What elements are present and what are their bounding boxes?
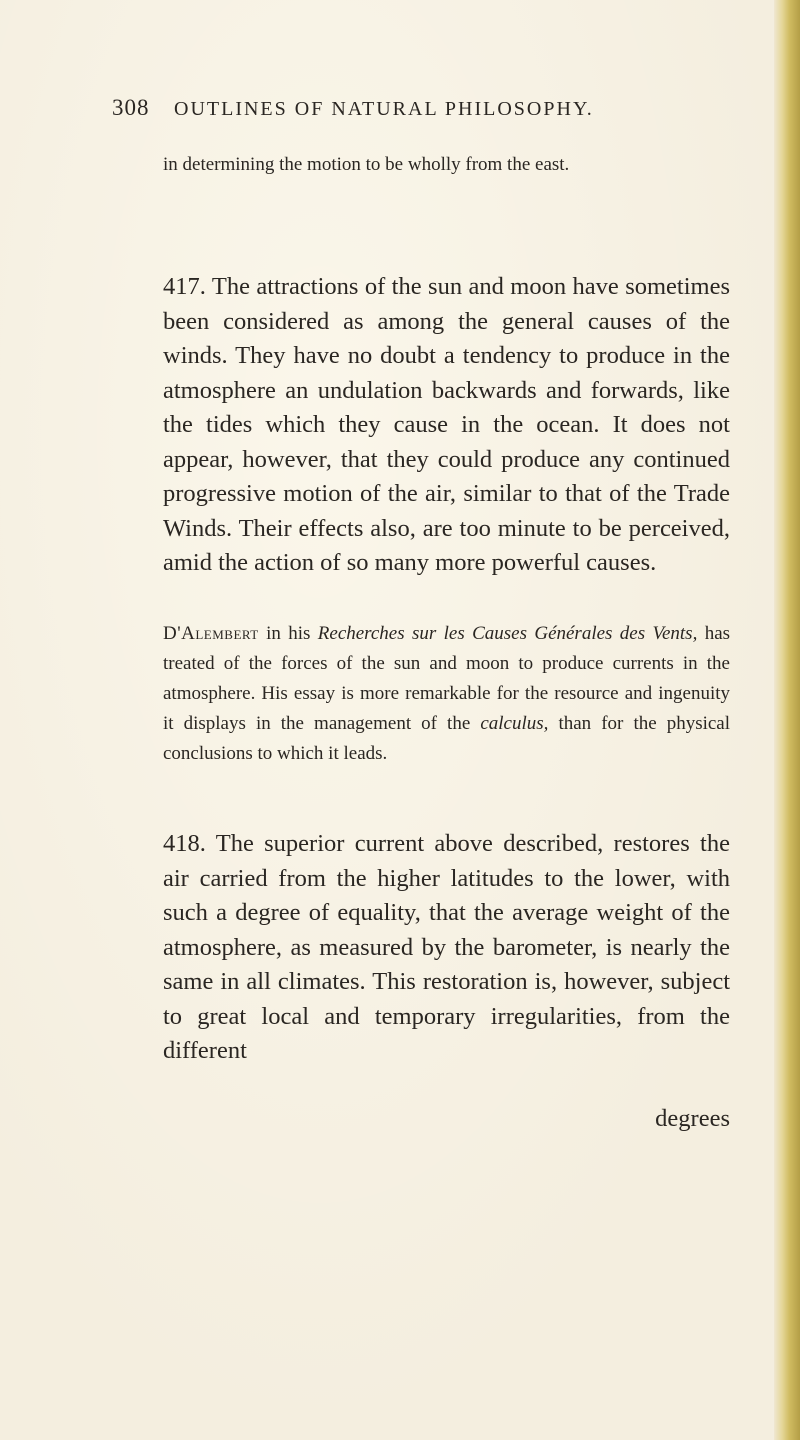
opening-paragraph <box>163 150 730 180</box>
binding-edge <box>774 0 800 1440</box>
note-author: D'Alembert <box>163 623 259 644</box>
note-paragraph <box>163 619 730 769</box>
section-417-text: The attractions of the sun and moon have sometimes been considered as among the general causes of the winds. They have no doubt a tendency to produce in the atmosphere an undulation backwards and forwards, like the tides which they cause in the ocean. It does not appear, however, that they could produce any continued progressive motion of the air, similar to that of the Trade Winds. Their effects also, are too minute to be perceived, amid the action of so many more powerful causes. <box>163 273 730 576</box>
note-text-after: than for the physical conclusions to which it leads. <box>163 713 731 764</box>
note-text-before: in his <box>266 623 311 644</box>
catchword: degrees <box>655 1105 730 1132</box>
section-418-text: The superior current above described, restores the air carried from the higher latitudes to the lower, with such a degree of equality, that the average weight of the atmosphere, as measured by the barometer, is nearly the same in all climates. This restoration is, however, subject to great local and temporary irregularities, from the different <box>163 830 730 1064</box>
section-418 <box>163 827 730 1069</box>
section-417-number: 417. <box>163 273 206 300</box>
page-number: 308 <box>112 95 150 120</box>
section-418-number: 418. <box>163 830 206 857</box>
opening-text: in determining the motion to be wholly from the east. <box>163 154 570 175</box>
section-417 <box>163 270 730 581</box>
page-header <box>112 95 672 121</box>
note-work-title: Recherches sur les Causes Générales des Vents, <box>317 623 698 644</box>
note-text-middle: has treated of the forces of the sun and moon to produce currents in the atmosphere. His essay is more remarkable for the resource and ingenuity it displays in the management of the <box>163 623 731 734</box>
note-calculus: calculus, <box>480 713 549 734</box>
running-title: OUTLINES OF NATURAL PHILOSOPHY. <box>174 98 594 120</box>
